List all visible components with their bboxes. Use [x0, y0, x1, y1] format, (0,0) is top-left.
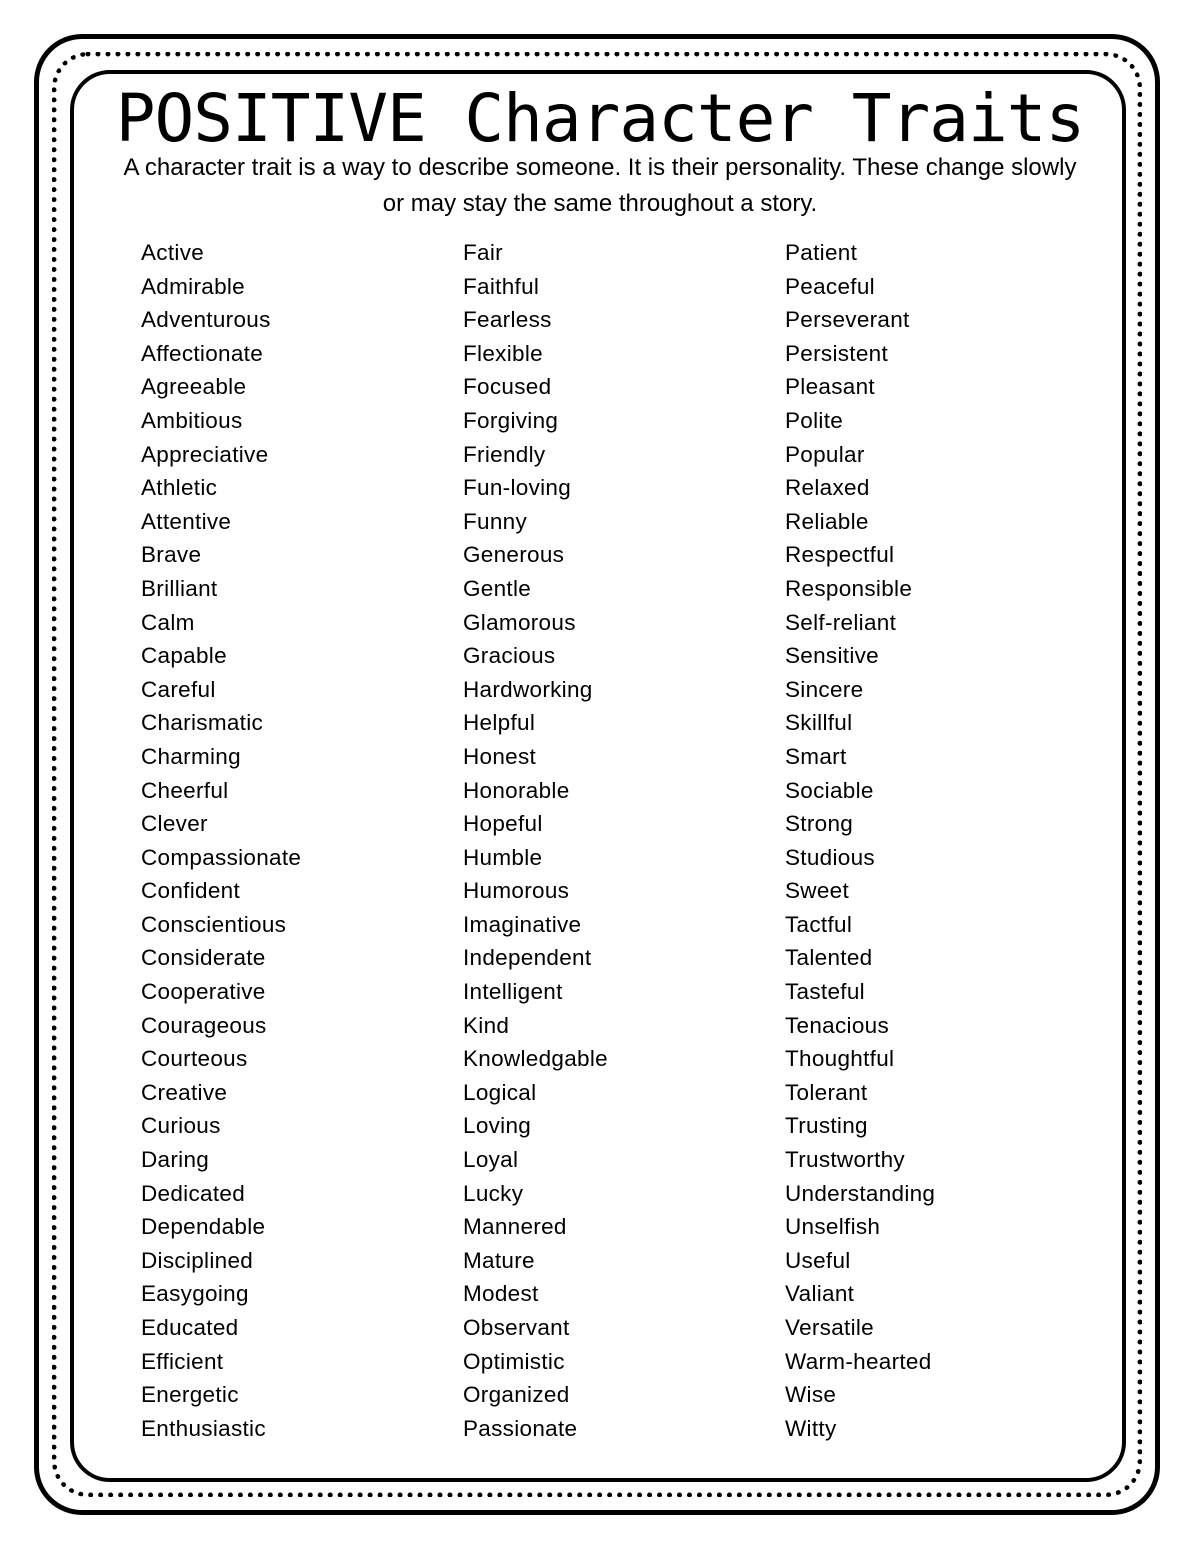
trait-item: Brave	[141, 542, 202, 568]
trait-item: Easygoing	[141, 1281, 249, 1307]
trait-column-3	[785, 236, 935, 1445]
trait-item: Humorous	[463, 878, 570, 904]
trait-item: Perseverant	[785, 307, 910, 333]
trait-item: Reliable	[785, 508, 869, 534]
trait-item: Thoughtful	[785, 1046, 895, 1072]
trait-item: Sweet	[785, 878, 850, 904]
trait-item: Studious	[785, 844, 875, 870]
trait-item: Skillful	[785, 710, 853, 736]
trait-item: Independent	[463, 945, 592, 971]
trait-item: Mannered	[463, 1214, 567, 1240]
trait-item: Fair	[463, 240, 503, 265]
trait-item: Sincere	[785, 676, 864, 702]
trait-item: Disciplined	[141, 1247, 254, 1273]
trait-item: Tolerant	[785, 1079, 868, 1105]
trait-item: Strong	[785, 811, 854, 837]
trait-item: Cooperative	[141, 979, 266, 1005]
trait-item: Tactful	[785, 911, 853, 937]
trait-item: Dependable	[141, 1214, 266, 1240]
trait-item: Hopeful	[463, 811, 543, 837]
trait-item: Organized	[463, 1382, 570, 1408]
trait-item: Knowledgable	[463, 1046, 608, 1072]
trait-item: Ambitious	[141, 407, 243, 433]
trait-item: Careful	[141, 676, 216, 702]
trait-item: Observant	[463, 1315, 570, 1340]
trait-item: Focused	[463, 374, 552, 400]
trait-item: Fearless	[463, 307, 552, 333]
trait-item: Sensitive	[785, 643, 879, 669]
trait-item: Daring	[141, 1147, 210, 1173]
trait-item: Trustworthy	[785, 1147, 905, 1173]
trait-item: Educated	[141, 1315, 239, 1340]
trait-item: Fun-loving	[463, 475, 572, 501]
trait-item: Intelligent	[463, 979, 563, 1005]
trait-item: Compassionate	[141, 844, 302, 870]
trait-item: Cheerful	[141, 777, 229, 803]
trait-item: Energetic	[141, 1382, 239, 1408]
trait-item: Considerate	[141, 945, 266, 971]
trait-item: Valiant	[785, 1281, 855, 1307]
trait-item: Versatile	[785, 1315, 874, 1340]
trait-item: Adventurous	[141, 307, 271, 333]
trait-item: Self-reliant	[785, 609, 897, 635]
trait-item: Peaceful	[785, 273, 875, 299]
trait-item: Loving	[463, 1113, 532, 1139]
trait-item: Creative	[141, 1079, 228, 1105]
trait-item: Honorable	[463, 777, 570, 803]
trait-item: Persistent	[785, 340, 889, 366]
trait-item: Tenacious	[785, 1012, 890, 1038]
trait-item: Faithful	[463, 273, 540, 299]
trait-item: Courageous	[141, 1012, 267, 1038]
trait-item: Pleasant	[785, 374, 875, 400]
trait-item: Efficient	[141, 1348, 224, 1374]
trait-item: Unselfish	[785, 1214, 881, 1240]
trait-item: Enthusiastic	[141, 1415, 266, 1441]
trait-item: Humble	[463, 844, 543, 870]
trait-columns	[0, 236, 1200, 1446]
trait-item: Capable	[141, 643, 227, 669]
trait-item: Patient	[785, 240, 858, 265]
trait-item: Polite	[785, 407, 844, 433]
trait-item: Talented	[785, 945, 873, 971]
trait-item: Flexible	[463, 340, 543, 366]
trait-item: Forgiving	[463, 407, 559, 433]
trait-item: Friendly	[463, 441, 546, 467]
trait-item: Passionate	[463, 1415, 578, 1441]
trait-item: Mature	[463, 1247, 535, 1273]
trait-item: Gracious	[463, 643, 556, 669]
trait-item: Relaxed	[785, 475, 870, 501]
trait-item: Athletic	[141, 475, 218, 501]
trait-item: Active	[141, 240, 205, 265]
trait-item: Agreeable	[141, 374, 247, 400]
trait-item: Calm	[141, 609, 195, 635]
trait-item: Smart	[785, 743, 847, 769]
trait-item: Admirable	[141, 273, 245, 299]
trait-item: Logical	[463, 1079, 537, 1105]
trait-item: Responsible	[785, 575, 913, 601]
trait-item: Wise	[785, 1382, 837, 1408]
trait-item: Respectful	[785, 542, 895, 568]
trait-column-1	[141, 236, 301, 1445]
trait-item: Appreciative	[141, 441, 269, 467]
trait-item: Charming	[141, 743, 241, 769]
trait-item: Witty	[785, 1415, 837, 1441]
trait-item: Brilliant	[141, 575, 218, 601]
trait-item: Gentle	[463, 575, 532, 601]
trait-item: Popular	[785, 441, 865, 467]
trait-item: Loyal	[463, 1147, 519, 1173]
trait-item: Curious	[141, 1113, 221, 1139]
trait-item: Lucky	[463, 1180, 524, 1206]
page-title: POSITIVE Character Traits	[115, 80, 1085, 157]
trait-item: Conscientious	[141, 911, 287, 937]
trait-item: Generous	[463, 542, 565, 568]
trait-item: Tasteful	[785, 979, 865, 1005]
trait-item: Hardworking	[463, 676, 593, 702]
trait-item: Affectionate	[141, 340, 264, 366]
trait-item: Confident	[141, 878, 241, 904]
trait-item: Clever	[141, 811, 208, 837]
trait-item: Dedicated	[141, 1180, 246, 1206]
trait-column-2	[463, 236, 608, 1445]
trait-item: Modest	[463, 1281, 539, 1307]
trait-item: Understanding	[785, 1180, 936, 1206]
trait-item: Attentive	[141, 508, 232, 534]
trait-item: Kind	[463, 1012, 510, 1038]
trait-item: Optimistic	[463, 1348, 565, 1374]
trait-item: Useful	[785, 1247, 851, 1273]
trait-item: Helpful	[463, 710, 536, 736]
trait-item: Courteous	[141, 1046, 248, 1072]
trait-item: Charismatic	[141, 710, 264, 736]
trait-item: Honest	[463, 743, 537, 769]
trait-item: Sociable	[785, 777, 874, 803]
trait-item: Warm-hearted	[785, 1348, 932, 1374]
trait-item: Imaginative	[463, 911, 582, 937]
trait-item: Trusting	[785, 1113, 868, 1139]
trait-item: Glamorous	[463, 609, 576, 635]
trait-item: Funny	[463, 508, 528, 534]
page-subtitle: A character trait is a way to describe someone. It is their personality. These change slowly or may stay the same throughout a story.	[123, 154, 1077, 217]
